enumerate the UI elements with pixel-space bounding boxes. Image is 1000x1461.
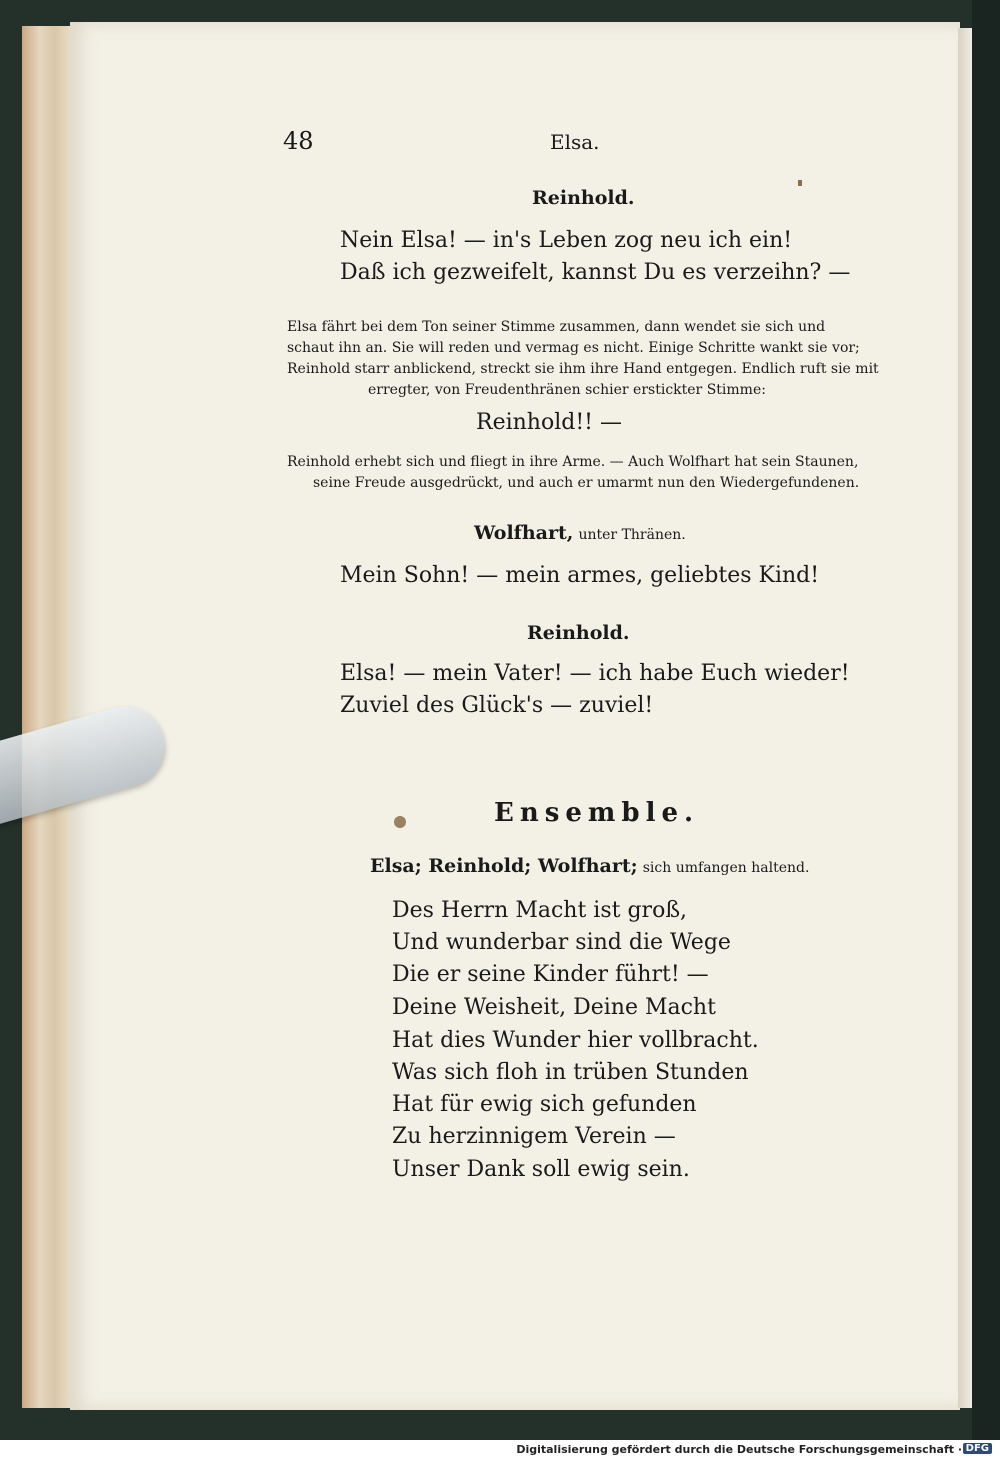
- verse-line: Hat dies Wunder hier vollbracht.: [392, 1028, 759, 1053]
- footer-bar: [0, 1440, 1000, 1461]
- ensemble-title: Ensemble.: [494, 798, 700, 828]
- verse-line: Mein Sohn! — mein armes, geliebtes Kind!: [340, 563, 820, 588]
- stage-direction-line: schaut ihn an. Sie will reden und vermag es nicht. Einige Schritte wankt sie vor;: [287, 340, 860, 356]
- verse-line: Und wunderbar sind die Wege: [392, 930, 731, 955]
- verse-line: Deine Weisheit, Deine Macht: [392, 995, 716, 1020]
- ink-spot: [394, 816, 406, 828]
- verse-line: Elsa! — mein Vater! — ich habe Euch wieder!: [340, 661, 850, 686]
- speaker-wolfhart: Wolfhart,: [474, 522, 574, 544]
- stage-direction-line: Reinhold starr anblickend, streckt sie ihm ihre Hand entgegen. Endlich ruft sie mit: [287, 361, 879, 377]
- page-number: 48: [283, 127, 314, 155]
- stage-direction-line: seine Freude ausgedrückt, und auch er umarmt nun den Wiedergefundenen.: [313, 475, 860, 491]
- ensemble-speakers-line: [370, 855, 809, 877]
- ensemble-speakers: Elsa; Reinhold; Wolfhart;: [370, 855, 638, 877]
- verse-line: Daß ich gezweifelt, kannst Du es verzeihn? —: [340, 260, 851, 285]
- verse-line: Zuviel des Glück's — zuviel!: [340, 693, 654, 718]
- scan-border-right: [972, 0, 1000, 1440]
- speaker-line: [474, 522, 686, 544]
- stage-direction-line: erregter, von Freudenthränen schier erstickter Stimme:: [368, 382, 766, 398]
- book-spine: [958, 28, 972, 1408]
- verse-line: Was sich floh in trüben Stunden: [392, 1060, 749, 1085]
- dfg-logo: DFG: [963, 1443, 992, 1454]
- speaker-reinhold: Reinhold.: [527, 622, 630, 644]
- footer-credit: Digitalisierung gefördert durch die Deutsche Forschungsgemeinschaft ·: [516, 1443, 962, 1456]
- exclamation: Reinhold!! —: [476, 410, 622, 435]
- verse-line: Nein Elsa! — in's Leben zog neu ich ein!: [340, 228, 793, 253]
- speaker-direction: unter Thränen.: [578, 527, 686, 543]
- ink-mark: [798, 180, 802, 186]
- verse-line: Unser Dank soll ewig sein.: [392, 1157, 690, 1182]
- speaker-reinhold: Reinhold.: [532, 187, 635, 209]
- verse-line: Hat für ewig sich gefunden: [392, 1092, 697, 1117]
- verse-line: Des Herrn Macht ist groß,: [392, 898, 688, 923]
- verse-line: Die er seine Kinder führt! —: [392, 962, 709, 987]
- stage-direction-line: Elsa fährt bei dem Ton seiner Stimme zusammen, dann wendet sie sich und: [287, 319, 826, 335]
- verse-line: Zu herzinnigem Verein —: [392, 1124, 676, 1149]
- running-title: Elsa.: [550, 130, 600, 154]
- stage-direction-line: Reinhold erhebt sich und fliegt in ihre Arme. — Auch Wolfhart hat sein Staunen,: [287, 454, 859, 470]
- speaker-direction: sich umfangen haltend.: [642, 860, 810, 876]
